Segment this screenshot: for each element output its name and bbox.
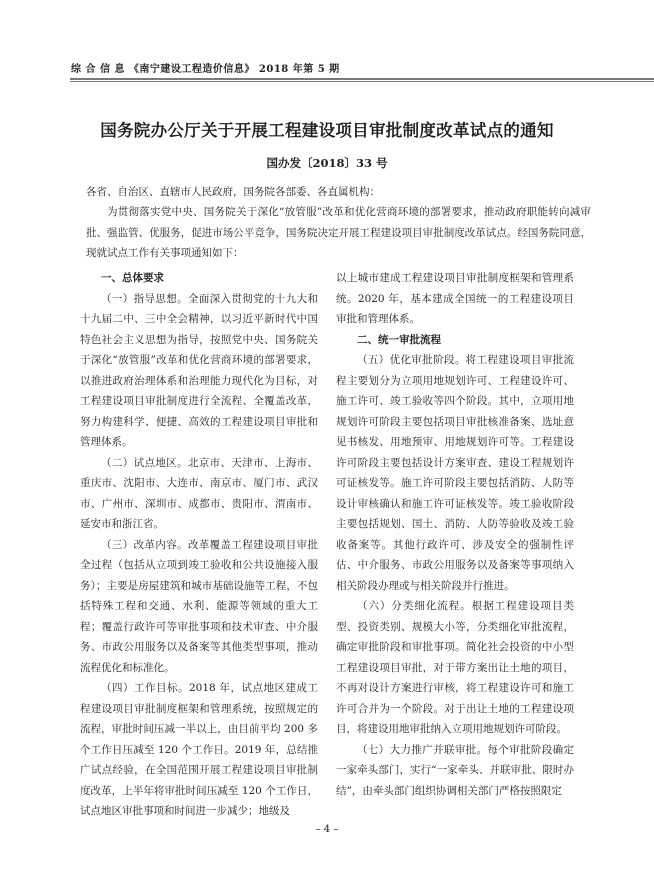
- header-divider-thin: [70, 81, 654, 82]
- document-number: 国办发〔2018〕33 号: [266, 156, 388, 170]
- section-heading-general-requirements: 一、总体要求: [101, 272, 164, 284]
- header-divider: [70, 78, 654, 80]
- section-heading-unified-process: 二、统一审批流程: [357, 333, 441, 346]
- paragraph-reform-content: （三）改革内容。改革覆盖工程建设项目审批全过程（包括从立项到竣工验收和公共设施接入服务）；主要是房屋建筑和城市基础设施等工程，不包括特殊工程和交通、水利、能源等领域的重大工程；覆盖行政许可等审批事项和技术审查、中介服务、市政公用服务以及备案等其他类型事项，推动流程优化和标准化。: [80, 538, 318, 674]
- document-title: 国务院办公厅关于开展工程建设项目审批制度改革试点的通知: [100, 121, 554, 140]
- paragraph-classify-process: （六）分类细化流程。根据工程建设项目类型、投资类别、规模大小等，分类细化审批流程，确定审批阶段和审批事项。简化社会投资的中小型工程建设项目审批，对于带方案出让土地的项目，不再对设计方案进行审核，将工程建设许可和施工许可合并为一个阶段。对于出让土地的工程建设项目，将建设用地审批纳入立项用地规划许可阶段。: [336, 600, 574, 735]
- paragraph-guiding-ideology: （一）指导思想。全面深入贯彻党的十九大和十九届二中、三中全会精神，以习近平新时代中国特色社会主义思想为指导，按照党中央、国务院关于深化“放管服”改革和优化营商环境的部署要求，以推进政府治理体系和治理能力现代化为目标，对工程建设项目审批制度进行全流程、全覆盖改革，努力构建科学、便捷、高效的工程建设项目审批和管理体系。: [80, 292, 318, 448]
- intro-paragraph: 为贯彻落实党中央、国务院关于深化“放管服”改革和优化营商环境的部署要求，推动政府职能转向减审批、强监管、优服务，促进市场公平竞争，国务院决定开展工程建设项目审批制度改革试点。经国务院同意，现就试点工作有关事项通知如下：: [86, 206, 591, 259]
- paragraph-pilot-regions: （二）试点地区。北京市、天津市、上海市、重庆市、沈阳市、大连市、南京市、厦门市、武汉市、广州市、深圳市、成都市、贵阳市、渭南市、延安市和浙江省。: [80, 456, 318, 530]
- paragraph-work-goals: （四）工作目标。2018 年，试点地区建成工程建设项目审批制度框架和管理系统，按照规定的流程，审批时间压减一半以上，由目前平均 200 多个工作日压减至 120 个工作日。2019 年，总结推广试点经验，在全国范围开展工程建设项目审批制度改革，上半年将审批时间压减至 120 个工作日，试点地区审批事项和时间进一步减少；地级及: [80, 682, 318, 817]
- addressee: 各省、自治区、直辖市人民政府，国务院各部委、各直属机构：: [86, 186, 380, 198]
- page-number: – 4 –: [315, 824, 339, 835]
- right-column: [336, 268, 574, 801]
- paragraph-optimize-stages: （五）优化审批阶段。将工程建设项目审批流程主要划分为立项用地规划许可、工程建设许可、施工许可、竣工验收等四个阶段。其中，立项用地规划许可阶段主要包括项目审批核准备案、选址意见书核发、用地预审、用地规划许可等。工程建设许可阶段主要包括设计方案审查、建设工程规划许可证核发等。施工许可阶段主要包括消防、人防等设计审核确认和施工许可证核发等。竣工验收阶段主要包括规划、国土、消防、人防等验收及竣工验收备案等。其他行政许可、涉及安全的强制性评估、中介服务、市政公用服务以及备案等事项纳入相关阶段办理或与相关阶段并行推进。: [336, 354, 574, 592]
- paragraph-parallel-approval: （七）大力推广并联审批。每个审批阶段确定一家牵头部门，实行“一家牵头、并联审批、限时办结”，由牵头部门组织协调相关部门严格按照限定: [336, 743, 574, 797]
- paragraph-work-goals-continued: 以上城市建成工程建设项目审批制度框架和管理系统。2020 年，基本建成全国统一的工程建设项目审批和管理体系。: [336, 272, 574, 325]
- left-column: [80, 268, 318, 822]
- journal-header: 综 合 信 息 《南宁建设工程造价信息》 2018 年第 5 期: [71, 64, 340, 75]
